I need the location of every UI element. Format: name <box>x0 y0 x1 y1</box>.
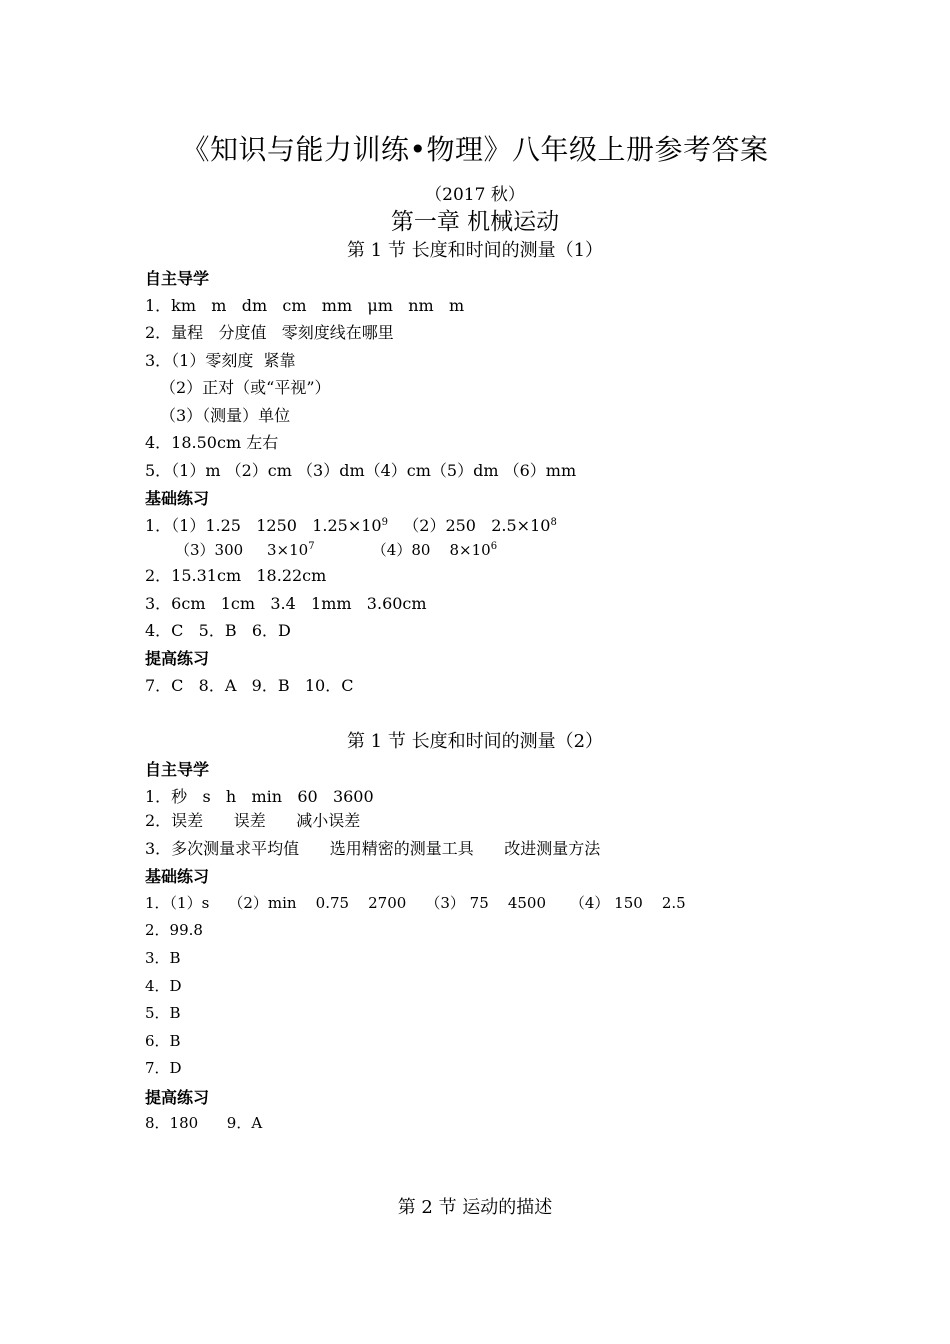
document-title: 《知识与能力训练•物理》八年级上册参考答案 <box>181 133 769 166</box>
answer-line: 2．99.8 <box>145 921 203 939</box>
answer-line: （3）（测量）单位 <box>160 406 291 425</box>
section-heading-2: 第 1 节 长度和时间的测量（2） <box>346 731 604 752</box>
answer-line: 5．B <box>145 1004 181 1022</box>
answer-line: 2．误差 误差 减小误差 <box>145 811 361 830</box>
answer-line: 2．量程 分度值 零刻度线在哪里 <box>145 323 394 342</box>
answer-line: 5．（1）m （2）cm （3）dm（4）cm（5）dm （6）mm <box>145 461 577 480</box>
subsection-label-jichu: 基础练习 <box>145 867 210 886</box>
answer-line: 7．C 8．A 9．B 10．C <box>145 676 354 695</box>
answer-line <box>175 539 497 560</box>
answer-line: 8．180 9．A <box>145 1114 263 1132</box>
answer-line: 4．C 5．B 6．D <box>145 621 291 640</box>
section-heading-1: 第 1 节 长度和时间的测量（1） <box>346 240 604 261</box>
answer-line: 3．多次测量求平均值 选用精密的测量工具 改进测量方法 <box>145 839 601 858</box>
answer-text: （3）300 3×10 <box>175 541 309 559</box>
answer-line: 1．秒 s h min 60 3600 <box>145 787 374 806</box>
subsection-label-zizhu: 自主导学 <box>145 269 210 288</box>
answer-line: 4．18.50cm 左右 <box>145 433 279 452</box>
exponent: 8 <box>550 517 557 528</box>
answer-line: 1．（1）s （2）min 0.75 2700 （3） 75 4500 （4） 150 2.5 <box>145 894 686 912</box>
answer-line: 1．km m dm cm mm μm nm m <box>145 296 465 315</box>
answer-text: （4）80 8×10 <box>314 541 491 559</box>
subsection-label-zizhu: 自主导学 <box>145 760 210 779</box>
subsection-label-jichu: 基础练习 <box>145 489 210 508</box>
answer-line: 4．D <box>145 977 182 995</box>
chapter-heading: 第一章 机械运动 <box>390 209 560 235</box>
answer-text: 1．（1）1.25 1250 1.25×10 <box>145 516 382 535</box>
answer-line: 7．D <box>145 1059 182 1077</box>
answer-line: 3．B <box>145 949 181 967</box>
answer-text: （2）250 2.5×10 <box>388 516 551 535</box>
subsection-label-tigao: 提高练习 <box>145 649 210 668</box>
answer-line: 3．6cm 1cm 3.4 1mm 3.60cm <box>145 594 427 613</box>
exponent: 7 <box>308 541 315 552</box>
answer-line <box>145 513 557 536</box>
exponent: 9 <box>381 517 388 528</box>
answer-line: （2）正对（或“平视”） <box>160 378 331 397</box>
answer-line: 3．（1）零刻度 紧靠 <box>145 351 296 370</box>
season-label: （2017 秋） <box>425 185 525 205</box>
answer-line: 6．B <box>145 1032 181 1050</box>
exponent: 6 <box>490 541 498 552</box>
answer-line: 2．15.31cm 18.22cm <box>145 566 327 585</box>
section-heading-3: 第 2 节 运动的描述 <box>397 1197 553 1218</box>
subsection-label-tigao: 提高练习 <box>145 1088 210 1107</box>
